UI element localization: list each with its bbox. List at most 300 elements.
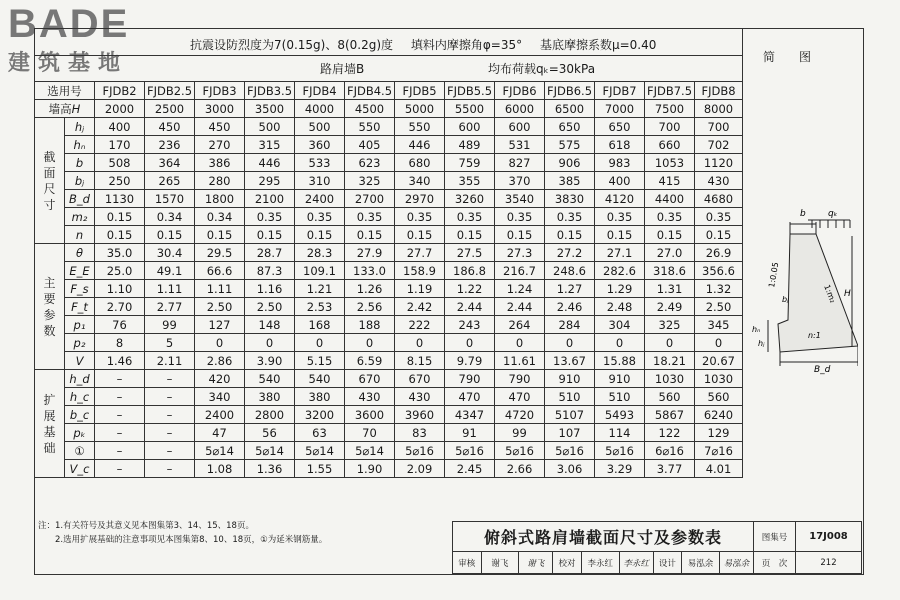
value-cell: 2.45 bbox=[445, 460, 495, 478]
value-cell: 250 bbox=[95, 172, 145, 190]
value-cell: 1.08 bbox=[195, 460, 245, 478]
value-cell: – bbox=[95, 388, 145, 406]
diagram-H: H bbox=[844, 289, 851, 299]
value-cell: 270 bbox=[195, 136, 245, 154]
drawing-title: 俯斜式路肩墙截面尺寸及参数表 bbox=[453, 522, 754, 552]
model-cell: FJDB8 bbox=[695, 82, 743, 100]
diagram-slope: 1:0.05 bbox=[767, 261, 781, 289]
value-cell: 1.26 bbox=[345, 280, 395, 298]
value-cell: 1.11 bbox=[145, 280, 195, 298]
height-row bbox=[35, 100, 743, 118]
value-cell: 575 bbox=[545, 136, 595, 154]
value-cell: 63 bbox=[295, 424, 345, 442]
value-cell: 0 bbox=[695, 334, 743, 352]
value-cell: 280 bbox=[195, 172, 245, 190]
diagram-m2: 1:m₂ bbox=[822, 283, 838, 305]
model-cell: FJDB3.5 bbox=[245, 82, 295, 100]
value-cell: 0.15 bbox=[145, 226, 195, 244]
value-cell: 0.35 bbox=[545, 208, 595, 226]
param-symbol: θ bbox=[65, 244, 95, 262]
value-cell: 0 bbox=[345, 334, 395, 352]
design-name: 易泓余 bbox=[682, 552, 720, 574]
value-cell: 4.01 bbox=[695, 460, 743, 478]
value-cell: 27.1 bbox=[595, 244, 645, 262]
value-cell: 1.55 bbox=[295, 460, 345, 478]
value-cell: 983 bbox=[595, 154, 645, 172]
value-cell: 315 bbox=[245, 136, 295, 154]
value-cell: 910 bbox=[595, 370, 645, 388]
value-cell: 430 bbox=[395, 388, 445, 406]
value-cell: 20.67 bbox=[695, 352, 743, 370]
value-cell: – bbox=[95, 442, 145, 460]
value-cell: 2.46 bbox=[545, 298, 595, 316]
value-cell: 1.22 bbox=[445, 280, 495, 298]
diagram-bj: bⱼ bbox=[782, 295, 789, 304]
value-cell: 380 bbox=[295, 388, 345, 406]
value-cell: 170 bbox=[95, 136, 145, 154]
group-label bbox=[35, 244, 65, 370]
value-cell: 702 bbox=[695, 136, 743, 154]
height-cell: 4000 bbox=[295, 100, 345, 118]
value-cell: – bbox=[145, 388, 195, 406]
model-cell: FJDB3 bbox=[195, 82, 245, 100]
value-cell: 0.35 bbox=[645, 208, 695, 226]
value-cell: 27.2 bbox=[545, 244, 595, 262]
height-row-label bbox=[35, 100, 95, 118]
model-cell: FJDB2 bbox=[95, 82, 145, 100]
table-row bbox=[35, 118, 743, 136]
value-cell: 1.32 bbox=[695, 280, 743, 298]
value-cell: 0.35 bbox=[695, 208, 743, 226]
value-cell: 0.15 bbox=[345, 226, 395, 244]
model-cell: FJDB6.5 bbox=[545, 82, 595, 100]
value-cell: 0.15 bbox=[695, 226, 743, 244]
note-2: 2.选用扩展基础的注意事项见本图集第8、10、18页，①为延米钢筋量。 bbox=[38, 535, 328, 545]
check-label: 校对 bbox=[553, 552, 582, 574]
value-cell: 5867 bbox=[645, 406, 695, 424]
value-cell: 790 bbox=[495, 370, 545, 388]
value-cell: 2.11 bbox=[145, 352, 195, 370]
value-cell: – bbox=[95, 424, 145, 442]
value-cell: 0.15 bbox=[445, 226, 495, 244]
param-symbol: F_s bbox=[65, 280, 95, 298]
model-cell: FJDB5.5 bbox=[445, 82, 495, 100]
value-cell: 446 bbox=[395, 136, 445, 154]
value-cell: 168 bbox=[295, 316, 345, 334]
value-cell: 216.7 bbox=[495, 262, 545, 280]
value-cell: 0.15 bbox=[595, 226, 645, 244]
value-cell: 6.59 bbox=[345, 352, 395, 370]
value-cell: 470 bbox=[495, 388, 545, 406]
wall-type: 路肩墙B bbox=[320, 62, 365, 76]
value-cell: 1.90 bbox=[345, 460, 395, 478]
table-row bbox=[35, 154, 743, 172]
value-cell: 650 bbox=[545, 118, 595, 136]
value-cell: 3.90 bbox=[245, 352, 295, 370]
value-cell: 2.48 bbox=[595, 298, 645, 316]
value-cell: 356.6 bbox=[695, 262, 743, 280]
review-label: 审核 bbox=[453, 552, 482, 574]
header-divider bbox=[34, 55, 742, 56]
table-row bbox=[35, 442, 743, 460]
value-cell: 0 bbox=[395, 334, 445, 352]
value-cell: 2.70 bbox=[95, 298, 145, 316]
value-cell: 295 bbox=[245, 172, 295, 190]
value-cell: 0 bbox=[645, 334, 695, 352]
value-cell: 91 bbox=[445, 424, 495, 442]
value-cell: 415 bbox=[645, 172, 695, 190]
value-cell: 1570 bbox=[145, 190, 195, 208]
height-cell: 8000 bbox=[695, 100, 743, 118]
title-block bbox=[452, 521, 862, 574]
value-cell: 1.27 bbox=[545, 280, 595, 298]
value-cell: 87.3 bbox=[245, 262, 295, 280]
value-cell: 186.8 bbox=[445, 262, 495, 280]
value-cell: 0.15 bbox=[545, 226, 595, 244]
value-cell: 2.50 bbox=[695, 298, 743, 316]
value-cell: 790 bbox=[445, 370, 495, 388]
param-symbol: p₂ bbox=[65, 334, 95, 352]
value-cell: 0 bbox=[245, 334, 295, 352]
value-cell: 510 bbox=[545, 388, 595, 406]
design-signature: 易泓余 bbox=[719, 552, 753, 574]
value-cell: 3.06 bbox=[545, 460, 595, 478]
param-symbol: h_c bbox=[65, 388, 95, 406]
value-cell: 129 bbox=[695, 424, 743, 442]
value-cell: 0.15 bbox=[495, 226, 545, 244]
param-symbol: m₂ bbox=[65, 208, 95, 226]
value-cell: 35.0 bbox=[95, 244, 145, 262]
value-cell: 310 bbox=[295, 172, 345, 190]
value-cell: – bbox=[95, 406, 145, 424]
value-cell: 0.15 bbox=[95, 208, 145, 226]
value-cell: 3540 bbox=[495, 190, 545, 208]
value-cell: 550 bbox=[395, 118, 445, 136]
value-cell: 56 bbox=[245, 424, 295, 442]
value-cell: 0.35 bbox=[295, 208, 345, 226]
param-symbol: n bbox=[65, 226, 95, 244]
value-cell: 83 bbox=[395, 424, 445, 442]
value-cell: 222 bbox=[395, 316, 445, 334]
diagram-label: 简 图 bbox=[763, 50, 812, 64]
value-cell: 25.0 bbox=[95, 262, 145, 280]
table-row bbox=[35, 244, 743, 262]
value-cell: 5⌀16 bbox=[545, 442, 595, 460]
review-name: 谢飞 bbox=[481, 552, 519, 574]
value-cell: 508 bbox=[95, 154, 145, 172]
value-cell: 3.29 bbox=[595, 460, 645, 478]
diagram-hj: hⱼ bbox=[758, 339, 765, 348]
value-cell: 759 bbox=[445, 154, 495, 172]
value-cell: 5⌀16 bbox=[395, 442, 445, 460]
value-cell: 107 bbox=[545, 424, 595, 442]
value-cell: 700 bbox=[695, 118, 743, 136]
table-row bbox=[35, 298, 743, 316]
value-cell: 148 bbox=[245, 316, 295, 334]
value-cell: 345 bbox=[695, 316, 743, 334]
height-label-text: 墙高 bbox=[48, 101, 72, 116]
table-row bbox=[35, 280, 743, 298]
value-cell: 66.6 bbox=[195, 262, 245, 280]
model-cell: FJDB4.5 bbox=[345, 82, 395, 100]
value-cell: 4347 bbox=[445, 406, 495, 424]
value-cell: 827 bbox=[495, 154, 545, 172]
value-cell: 380 bbox=[245, 388, 295, 406]
value-cell: 5⌀16 bbox=[445, 442, 495, 460]
value-cell: 29.5 bbox=[195, 244, 245, 262]
value-cell: 236 bbox=[145, 136, 195, 154]
param-symbol: ① bbox=[65, 442, 95, 460]
value-cell: 76 bbox=[95, 316, 145, 334]
value-cell: – bbox=[145, 406, 195, 424]
param-symbol: b bbox=[65, 154, 95, 172]
value-cell: 5⌀14 bbox=[195, 442, 245, 460]
height-cell: 5500 bbox=[445, 100, 495, 118]
value-cell: 5107 bbox=[545, 406, 595, 424]
value-cell: 1120 bbox=[695, 154, 743, 172]
value-cell: 122 bbox=[645, 424, 695, 442]
value-cell: 0 bbox=[545, 334, 595, 352]
param-symbol: hₙ bbox=[65, 136, 95, 154]
value-cell: 510 bbox=[595, 388, 645, 406]
value-cell: 623 bbox=[345, 154, 395, 172]
value-cell: 2.56 bbox=[345, 298, 395, 316]
value-cell: 0.15 bbox=[645, 226, 695, 244]
value-cell: 386 bbox=[195, 154, 245, 172]
value-cell: 1.19 bbox=[395, 280, 445, 298]
param-symbol: V_c bbox=[65, 460, 95, 478]
param-symbol: p₁ bbox=[65, 316, 95, 334]
review-signature: 谢飞 bbox=[519, 552, 553, 574]
height-cell: 2000 bbox=[95, 100, 145, 118]
height-cell: 6000 bbox=[495, 100, 545, 118]
param-symbol: E_E bbox=[65, 262, 95, 280]
value-cell: 670 bbox=[345, 370, 395, 388]
value-cell: 0.15 bbox=[245, 226, 295, 244]
value-cell: 540 bbox=[295, 370, 345, 388]
value-cell: 99 bbox=[495, 424, 545, 442]
param-symbol: B_d bbox=[65, 190, 95, 208]
value-cell: 670 bbox=[395, 370, 445, 388]
value-cell: 560 bbox=[695, 388, 743, 406]
value-cell: 3960 bbox=[395, 406, 445, 424]
value-cell: 7⌀16 bbox=[695, 442, 743, 460]
value-cell: 4120 bbox=[595, 190, 645, 208]
value-cell: 127 bbox=[195, 316, 245, 334]
value-cell: 370 bbox=[495, 172, 545, 190]
value-cell: 6⌀16 bbox=[645, 442, 695, 460]
value-cell: 27.0 bbox=[645, 244, 695, 262]
value-cell: 340 bbox=[395, 172, 445, 190]
height-cell: 5000 bbox=[395, 100, 445, 118]
value-cell: 0.35 bbox=[345, 208, 395, 226]
value-cell: – bbox=[145, 442, 195, 460]
value-cell: 3260 bbox=[445, 190, 495, 208]
param-symbol: pₖ bbox=[65, 424, 95, 442]
value-cell: 1.29 bbox=[595, 280, 645, 298]
value-cell: 1030 bbox=[645, 370, 695, 388]
value-cell: 2400 bbox=[295, 190, 345, 208]
value-cell: 4680 bbox=[695, 190, 743, 208]
table-row bbox=[35, 316, 743, 334]
value-cell: 26.9 bbox=[695, 244, 743, 262]
value-cell: 5 bbox=[145, 334, 195, 352]
check-name: 李永红 bbox=[581, 552, 619, 574]
value-cell: 265 bbox=[145, 172, 195, 190]
value-cell: – bbox=[95, 370, 145, 388]
value-cell: 8 bbox=[95, 334, 145, 352]
value-cell: 700 bbox=[645, 118, 695, 136]
model-cell: FJDB6 bbox=[495, 82, 545, 100]
value-cell: 3600 bbox=[345, 406, 395, 424]
value-cell: 1.16 bbox=[245, 280, 295, 298]
value-cell: 2.44 bbox=[445, 298, 495, 316]
height-cell: 7500 bbox=[645, 100, 695, 118]
value-cell: 2.66 bbox=[495, 460, 545, 478]
value-cell: 0.35 bbox=[445, 208, 495, 226]
base-friction-coef: 基底摩擦系数μ=0.40 bbox=[539, 38, 657, 52]
value-cell: 264 bbox=[495, 316, 545, 334]
atlas-label: 图集号 bbox=[753, 522, 795, 552]
diagram-n: n:1 bbox=[808, 331, 821, 340]
value-cell: 0 bbox=[195, 334, 245, 352]
design-label: 设计 bbox=[653, 552, 682, 574]
value-cell: 0.34 bbox=[145, 208, 195, 226]
value-cell: 3830 bbox=[545, 190, 595, 208]
value-cell: 243 bbox=[445, 316, 495, 334]
value-cell: 0 bbox=[495, 334, 545, 352]
value-cell: 2.49 bbox=[645, 298, 695, 316]
table-row bbox=[35, 352, 743, 370]
value-cell: 2100 bbox=[245, 190, 295, 208]
value-cell: 0.35 bbox=[245, 208, 295, 226]
header-conditions bbox=[190, 36, 670, 53]
value-cell: 30.4 bbox=[145, 244, 195, 262]
value-cell: 3200 bbox=[295, 406, 345, 424]
group-label-text: 截 面 尺 寸 bbox=[43, 149, 56, 212]
value-cell: 2.77 bbox=[145, 298, 195, 316]
value-cell: – bbox=[145, 460, 195, 478]
table-row bbox=[35, 370, 743, 388]
table-row bbox=[35, 190, 743, 208]
value-cell: 109.1 bbox=[295, 262, 345, 280]
value-cell: 0.15 bbox=[295, 226, 345, 244]
value-cell: 1.31 bbox=[645, 280, 695, 298]
page-label: 页 次 bbox=[753, 552, 795, 574]
value-cell: 18.21 bbox=[645, 352, 695, 370]
table-row bbox=[35, 334, 743, 352]
value-cell: 618 bbox=[595, 136, 645, 154]
value-cell: 650 bbox=[595, 118, 645, 136]
group-label bbox=[35, 118, 65, 244]
value-cell: 355 bbox=[445, 172, 495, 190]
value-cell: 0 bbox=[295, 334, 345, 352]
value-cell: 2.53 bbox=[295, 298, 345, 316]
value-cell: 5493 bbox=[595, 406, 645, 424]
value-cell: 400 bbox=[595, 172, 645, 190]
value-cell: 430 bbox=[695, 172, 743, 190]
model-cell: FJDB2.5 bbox=[145, 82, 195, 100]
value-cell: 11.61 bbox=[495, 352, 545, 370]
value-cell: 325 bbox=[345, 172, 395, 190]
value-cell: 405 bbox=[345, 136, 395, 154]
value-cell: 560 bbox=[645, 388, 695, 406]
value-cell: 364 bbox=[145, 154, 195, 172]
value-cell: 49.1 bbox=[145, 262, 195, 280]
value-cell: 533 bbox=[295, 154, 345, 172]
value-cell: 27.7 bbox=[395, 244, 445, 262]
value-cell: 5.15 bbox=[295, 352, 345, 370]
value-cell: 3.77 bbox=[645, 460, 695, 478]
value-cell: 99 bbox=[145, 316, 195, 334]
value-cell: 5⌀14 bbox=[295, 442, 345, 460]
value-cell: 450 bbox=[195, 118, 245, 136]
diagram-hn: hₙ bbox=[752, 325, 761, 334]
value-cell: 325 bbox=[645, 316, 695, 334]
check-signature: 李永红 bbox=[619, 552, 653, 574]
value-cell: 5⌀14 bbox=[245, 442, 295, 460]
value-cell: 1030 bbox=[695, 370, 743, 388]
table-row bbox=[35, 172, 743, 190]
value-cell: 0.35 bbox=[595, 208, 645, 226]
value-cell: 680 bbox=[395, 154, 445, 172]
value-cell: 906 bbox=[545, 154, 595, 172]
value-cell: – bbox=[95, 460, 145, 478]
value-cell: 531 bbox=[495, 136, 545, 154]
value-cell: 385 bbox=[545, 172, 595, 190]
model-cell: FJDB7 bbox=[595, 82, 645, 100]
seismic-condition: 抗震设防烈度为7(0.15g)、8(0.2g)度 bbox=[190, 38, 394, 52]
height-label-symbol: H bbox=[71, 101, 81, 116]
value-cell: 360 bbox=[295, 136, 345, 154]
atlas-number: 17J008 bbox=[796, 522, 862, 552]
value-cell: 1.46 bbox=[95, 352, 145, 370]
value-cell: 5⌀16 bbox=[495, 442, 545, 460]
value-cell: 420 bbox=[195, 370, 245, 388]
param-symbol: V bbox=[65, 352, 95, 370]
value-cell: – bbox=[145, 370, 195, 388]
diagram-header-cell bbox=[742, 28, 863, 82]
value-cell: 114 bbox=[595, 424, 645, 442]
wall-section-diagram bbox=[748, 196, 858, 376]
value-cell: 2.09 bbox=[395, 460, 445, 478]
value-cell: 2.50 bbox=[245, 298, 295, 316]
value-cell: 600 bbox=[445, 118, 495, 136]
value-cell: 1053 bbox=[645, 154, 695, 172]
value-cell: 340 bbox=[195, 388, 245, 406]
value-cell: 5⌀14 bbox=[345, 442, 395, 460]
value-cell: 9.79 bbox=[445, 352, 495, 370]
value-cell: 188 bbox=[345, 316, 395, 334]
param-symbol: F_t bbox=[65, 298, 95, 316]
value-cell: 446 bbox=[245, 154, 295, 172]
value-cell: 2800 bbox=[245, 406, 295, 424]
value-cell: 489 bbox=[445, 136, 495, 154]
notes bbox=[38, 519, 327, 547]
value-cell: 6240 bbox=[695, 406, 743, 424]
param-symbol: bⱼ bbox=[65, 172, 95, 190]
value-cell: 1.24 bbox=[495, 280, 545, 298]
table-row bbox=[35, 388, 743, 406]
diagram-Bd: B_d bbox=[814, 365, 831, 375]
value-cell: 1800 bbox=[195, 190, 245, 208]
value-cell: 0.34 bbox=[195, 208, 245, 226]
group-label bbox=[35, 370, 65, 478]
logo-brand-text: BADE bbox=[8, 2, 130, 46]
value-cell: 318.6 bbox=[645, 262, 695, 280]
value-cell: 0.35 bbox=[395, 208, 445, 226]
value-cell: 284 bbox=[545, 316, 595, 334]
